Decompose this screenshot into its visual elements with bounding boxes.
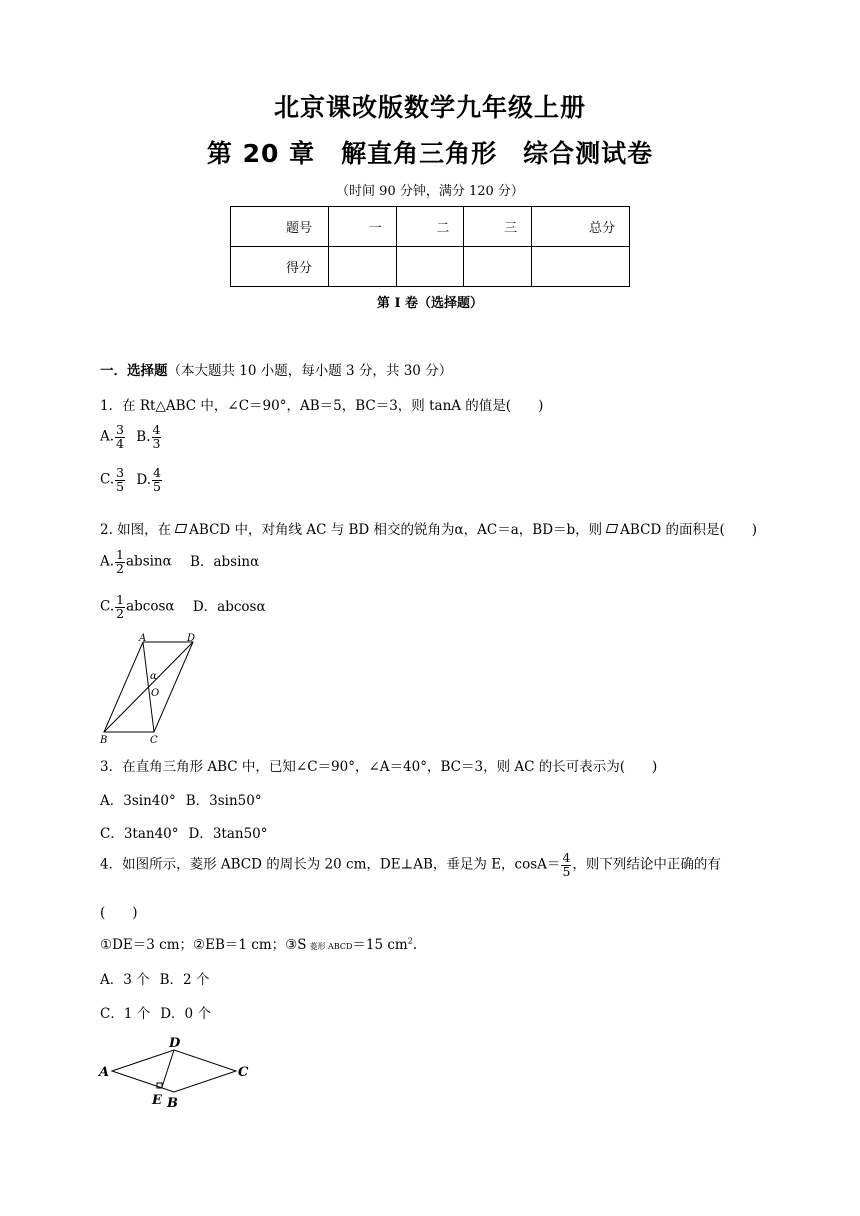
score-cell-part3: 三 [464,207,532,247]
vertex-label-d: D [187,633,196,644]
exam-time-note: （时间 90 分钟，满分 120 分） [336,184,524,199]
q1-options-ab [100,424,162,450]
vertex-label-c: C [150,735,158,746]
q2-options-ab: A. $\frac{1}{2}$ absinα B．absinα [100,547,260,576]
vertex-label-a: A [139,633,147,644]
vertex-label-a: A [99,1065,110,1080]
q3-option-c: C．3tan40° [100,826,179,842]
score-cell-label: 题号 [231,207,329,247]
q4-option-a: A．3 个 [100,972,150,988]
score-table [230,206,630,287]
document-title: 北京课改版数学九年级上册 [273,93,586,122]
vertex-label-d: D [169,1036,181,1051]
score-cell-part2: 二 [396,207,464,247]
q2-option-b: B．absinα [190,553,260,570]
score-table-header-row [231,207,630,247]
q1-options-cd [100,467,163,493]
part-note: （本大题共 10 小题，每小题 3 分，共 30 分） [167,363,453,379]
score-row-label: 得分 [231,247,329,287]
q3-stem: 3．在直角三角形 ABC 中，已知∠C＝90°，∠A＝40°，BC＝3，则 AC 的长可表示为( ) [100,759,658,775]
q4-answer-paren: ( ) [100,905,138,921]
part-heading [100,359,452,379]
q1-option-a-label: A. [100,428,115,445]
score-blank-3 [464,247,532,287]
score-blank-1 [329,247,397,287]
q2-option-d: D．abcosα [192,598,266,615]
q2-option-c-fraction: $\frac{1}{2}$ [116,592,125,621]
center-label-o: O [151,688,160,699]
q3-option-b: B．3sin50° [185,793,262,809]
q3-option-d: D．3tan50° [188,826,268,842]
parallelogram-symbol-icon [606,524,618,533]
q2-parallelogram-figure [98,632,228,747]
q4-rhombus-figure [96,1033,266,1113]
document-subtitle-chapter: 第 20 章 解直角三角形 综合测试卷 [206,139,654,168]
q1-option-a-fraction: $\frac{3}{4}$ [116,422,124,451]
perpendicular-de [162,1050,174,1087]
q3-options-ab [100,789,262,809]
parallelogram-symbol-icon [175,524,187,533]
q1-option-c-fraction: $\frac{3}{5}$ [116,465,125,494]
rhombus-outline [112,1050,236,1092]
q2-option-a-fraction: $\frac{1}{2}$ [116,547,124,576]
vertex-label-e: E [152,1093,162,1108]
part-label: 一．选择题 [100,363,168,379]
q4-option-b: B．2 个 [159,972,210,988]
q1-stem: 1．在 Rt△ABC 中，∠C＝90°，AB＝5，BC＝3，则 tanA 的值是( ) [100,398,544,414]
section-title: 第 I 卷（选择题） [376,296,484,311]
q3-option-a: A．3sin40° [100,793,176,809]
q1-option-d-fraction: $\frac{4}{5}$ [153,465,161,494]
q1-option-d-label: D. [136,471,152,488]
q4-option-d: D．0 个 [160,1006,211,1022]
q2-options-cd: C. $\frac{1}{2}$ abcosα D．abcosα [100,592,266,621]
q4-cos-fraction: $\frac{4}{5}$ [562,850,571,879]
q4-option-c: C．1 个 [100,1006,151,1022]
q3-options-cd [100,822,268,842]
q4-options-ab [100,968,209,988]
score-blank-total [531,247,629,287]
vertex-label-c: C [238,1065,249,1080]
score-blank-2 [396,247,464,287]
diagonal-bd [104,642,193,732]
vertex-label-b: B [167,1096,178,1111]
score-cell-part1: 一 [329,207,397,247]
q1-option-b-fraction: $\frac{4}{3}$ [152,422,161,451]
q4-stem: 4．如图所示，菱形 ABCD 的周长为 20 cm，DE⊥AB，垂足为 E，cosA＝ $\frac{4}{5}$ ，则下列结论中正确的有 [100,850,721,879]
q2-stem: 2. 如图，在 ABCD 中，对角线 AC 与 BD 相交的锐角为α，AC＝a，BD＝b，则 ABCD 的面积是( ) [100,522,758,538]
angle-label-alpha: α [150,671,157,682]
vertex-label-b: B [100,735,108,746]
score-table-score-row [231,247,630,287]
score-cell-total: 总分 [531,207,629,247]
q1-option-c-label: C. [100,471,115,488]
q4-options-cd [100,1002,211,1022]
q4-conditions: ①DE＝3 cm；②EB＝1 cm；③S 菱形 ABCD＝15 $cm^2$. [100,936,418,953]
q1-option-b-label: B. [136,428,151,445]
